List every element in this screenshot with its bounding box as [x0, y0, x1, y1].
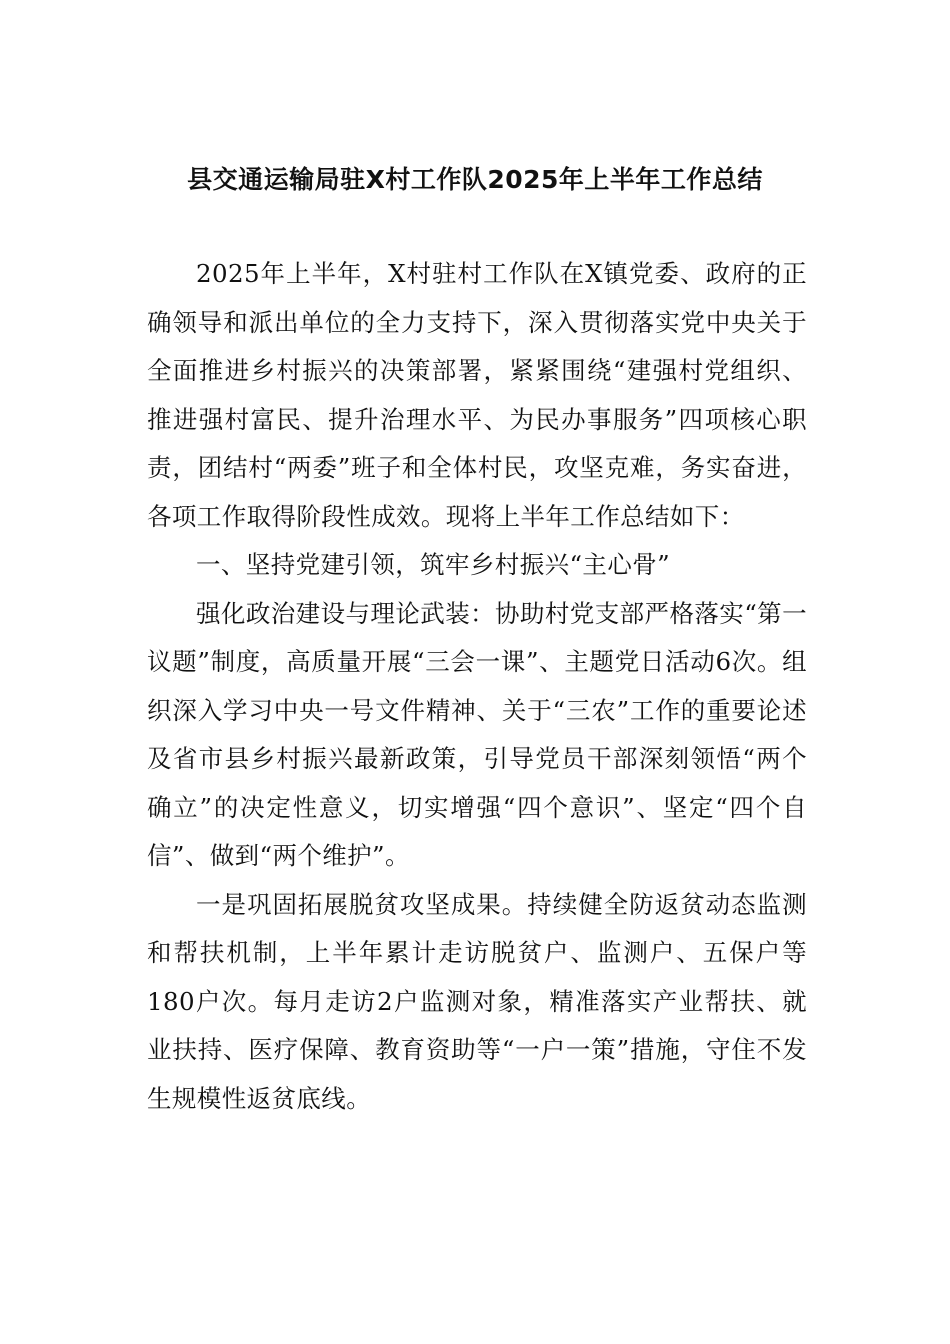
- document-title: 县交通运输局驻X村工作队2025年上半年工作总结: [187, 165, 763, 194]
- paragraph-poverty-consolidation: 一是巩固拓展脱贫攻坚成果。持续健全防返贫动态监测和帮扶机制，上半年累计走访脱贫户、监测户、五保户等180户次。每月走访2户监测对象，精准落实产业帮扶、就业扶持、医疗保障、教育资助等“一户一策”措施，守住不发生规模性返贫底线。: [147, 889, 807, 1113]
- paragraph-intro: 2025年上半年，X村驻村工作队在X镇党委、政府的正确领导和派出单位的全力支持下，深入贯彻落实党中央关于全面推进乡村振兴的决策部署，紧紧围绕“建强村党组织、推进强村富民、提升治理水平、为民办事服务”四项核心职责，团结村“两委”班子和全体村民，攻坚克难，务实奋进，各项工作取得阶段性成效。现将上半年工作总结如下：: [147, 259, 807, 531]
- section-heading-1: 一、坚持党建引领，筑牢乡村振兴“主心骨”: [196, 550, 671, 579]
- document-body: [147, 250, 807, 1123]
- paragraph-political-building: 强化政治建设与理论武装：协助村党支部严格落实“第一议题”制度，高质量开展“三会一课”、主题党日活动6次。组织深入学习中央一号文件精神、关于“三农”工作的重要论述及省市县乡村振兴最新政策，引导党员干部深刻领悟“两个确立”的决定性意义，切实增强“四个意识”、坚定“四个自信”、做到“两个维护”。: [147, 598, 807, 870]
